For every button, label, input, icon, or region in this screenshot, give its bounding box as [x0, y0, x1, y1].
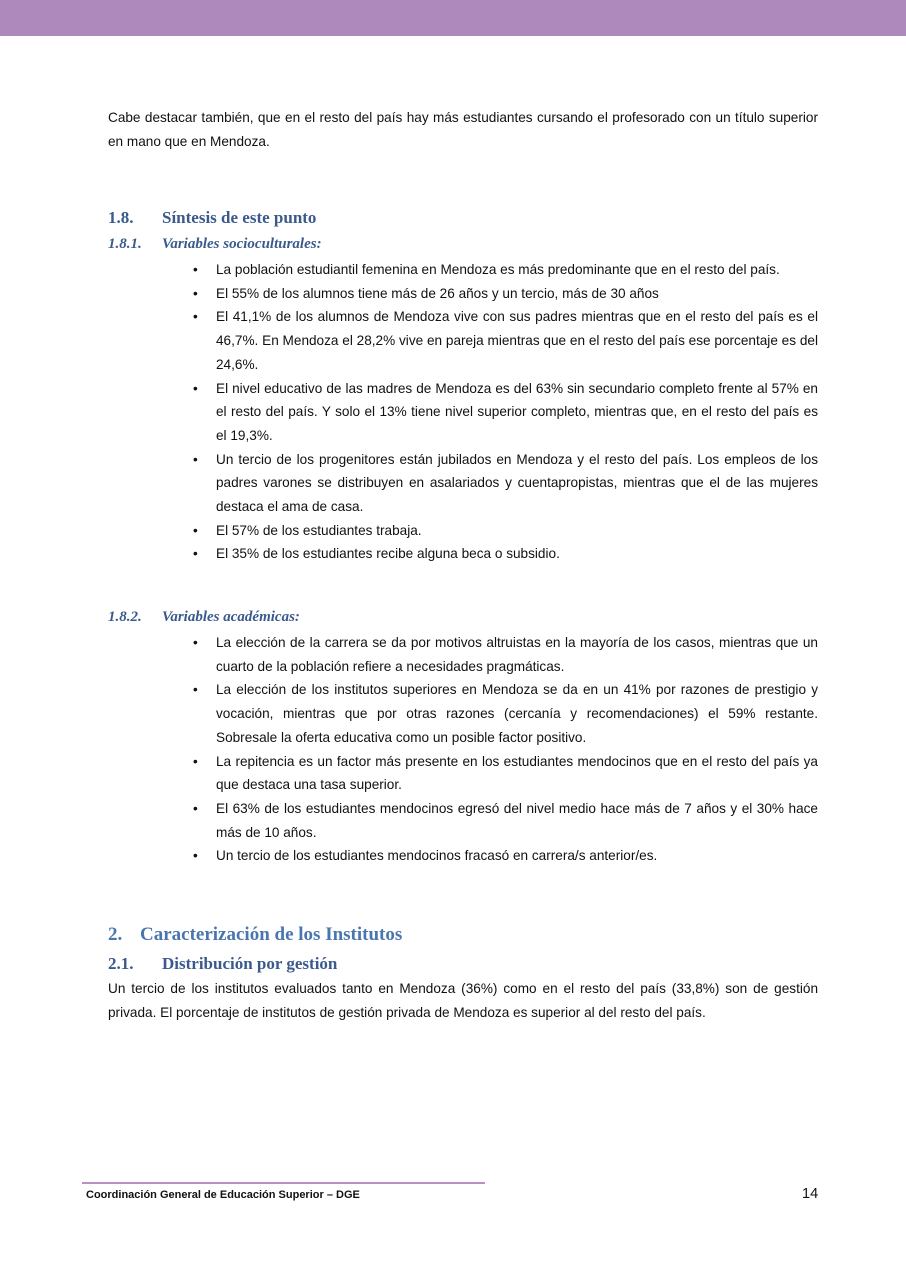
section-heading-2 — [108, 924, 402, 946]
bullet-text: El nivel educativo de las madres de Mendoza es del 63% sin secundario completo frente al 57% en el resto del país. Y solo el 13% tiene nivel superior completo, mientras que, en el resto del país es el 19,3%. — [216, 380, 818, 443]
bullet-text: Un tercio de los progenitores están jubilados en Mendoza y el resto del país. Los empleos de los padres varones se distribuyen en asalariados y cuentapropistas, mientras que el de las mujeres destaca el ama de casa. — [216, 451, 818, 515]
bullet-text: La elección de la carrera se da por motivos altruistas en la mayoría de los casos, mientras que un cuarto de la población refiere a necesidades pragmáticas. — [216, 635, 818, 674]
section-number: 1.8.2. — [108, 609, 142, 625]
bullet-text: El 55% de los alumnos tiene más de 26 años y un tercio, más de 30 años — [216, 285, 659, 301]
bullet-icon: • — [193, 546, 198, 562]
bullet-item — [193, 750, 818, 797]
bullet-item — [193, 305, 818, 376]
gestion-paragraph: Un tercio de los institutos evaluados tanto en Mendoza (36%) como en el resto del país (33,8%) son de gestión privada. El porcentaje de institutos de gestión privada de Mendoza es superior al del resto del país. — [108, 981, 818, 1020]
bullet-icon: • — [193, 262, 198, 277]
bullet-icon: • — [193, 682, 198, 698]
bullet-item — [193, 258, 818, 282]
bullet-item — [193, 519, 818, 543]
bullet-icon: • — [193, 309, 198, 325]
bullet-item — [193, 631, 818, 678]
bullet-text: Un tercio de los estudiantes mendocinos fracasó en carrera/s anterior/es. — [216, 848, 658, 864]
bullet-text: El 57% de los estudiantes trabaja. — [216, 522, 422, 538]
page-number: 14 — [802, 1186, 819, 1202]
section-heading-1-8 — [108, 208, 316, 228]
bullet-icon: • — [193, 522, 198, 538]
section-title: Variables socioculturales: — [162, 236, 322, 252]
bullet-item — [193, 844, 818, 868]
bullet-icon: • — [193, 800, 198, 816]
bullet-item — [193, 282, 818, 306]
bullet-text: El 63% de los estudiantes mendocinos egresó del nivel medio hace más de 7 años y el 30% hace más de 10 años. — [216, 800, 818, 840]
bullet-text: La elección de los institutos superiores en Mendoza se da en un 41% por razones de prestigio y vocación, mientras que por otras razones (cercanía y recomendaciones) el 59% restante. Sobresale la oferta educativa como un posible factor positivo. — [216, 682, 818, 745]
bullet-text: La población estudiantil femenina en Mendoza es más predominante que en el resto del país. — [216, 262, 780, 277]
bullet-item — [193, 678, 818, 749]
bullet-icon: • — [193, 285, 198, 301]
bullet-text: La repitencia es un factor más presente en los estudiantes mendocinos que en el resto del país ya que destaca una tasa superior. — [216, 753, 818, 793]
bullet-icon: • — [193, 753, 198, 769]
bullet-item — [193, 542, 818, 566]
section-title: Caracterización de los Institutos — [140, 924, 403, 945]
footer-text: Coordinación General de Educación Superior – DGE — [86, 1189, 360, 1201]
section-number: 2. — [108, 924, 123, 945]
bullet-text: El 35% de los estudiantes recibe alguna beca o subsidio. — [216, 546, 560, 562]
section-number: 1.8.1. — [108, 236, 142, 252]
academic-bullet-list — [193, 631, 818, 868]
subsection-heading-1-8-2 — [108, 609, 300, 626]
section-title: Distribución por gestión — [162, 954, 338, 973]
section-number: 1.8. — [108, 208, 134, 227]
header-bar — [0, 0, 906, 36]
section-number: 2.1. — [108, 954, 134, 973]
intro-paragraph: Cabe destacar también, que en el resto del país hay más estudiantes cursando el profesorado con un título superior en mano que en Mendoza. — [108, 110, 818, 149]
bullet-text: El 41,1% de los alumnos de Mendoza vive con sus padres mientras que en el resto del país es el 46,7%. En Mendoza el 28,2% vive en pareja mientras que en el resto del país ese porcentaje es del 24,6%. — [216, 309, 818, 372]
section-heading-2-1 — [108, 954, 337, 974]
sociocultural-bullet-list — [193, 258, 818, 566]
bullet-icon: • — [193, 451, 198, 467]
bullet-icon: • — [193, 635, 198, 650]
section-title: Variables académicas: — [162, 609, 300, 625]
footer-divider — [82, 1182, 485, 1184]
bullet-icon: • — [193, 848, 198, 864]
subsection-heading-1-8-1 — [108, 236, 322, 253]
section-title: Síntesis de este punto — [162, 208, 317, 227]
bullet-item — [193, 448, 818, 519]
bullet-item — [193, 377, 818, 448]
bullet-item — [193, 797, 818, 844]
bullet-icon: • — [193, 380, 198, 396]
